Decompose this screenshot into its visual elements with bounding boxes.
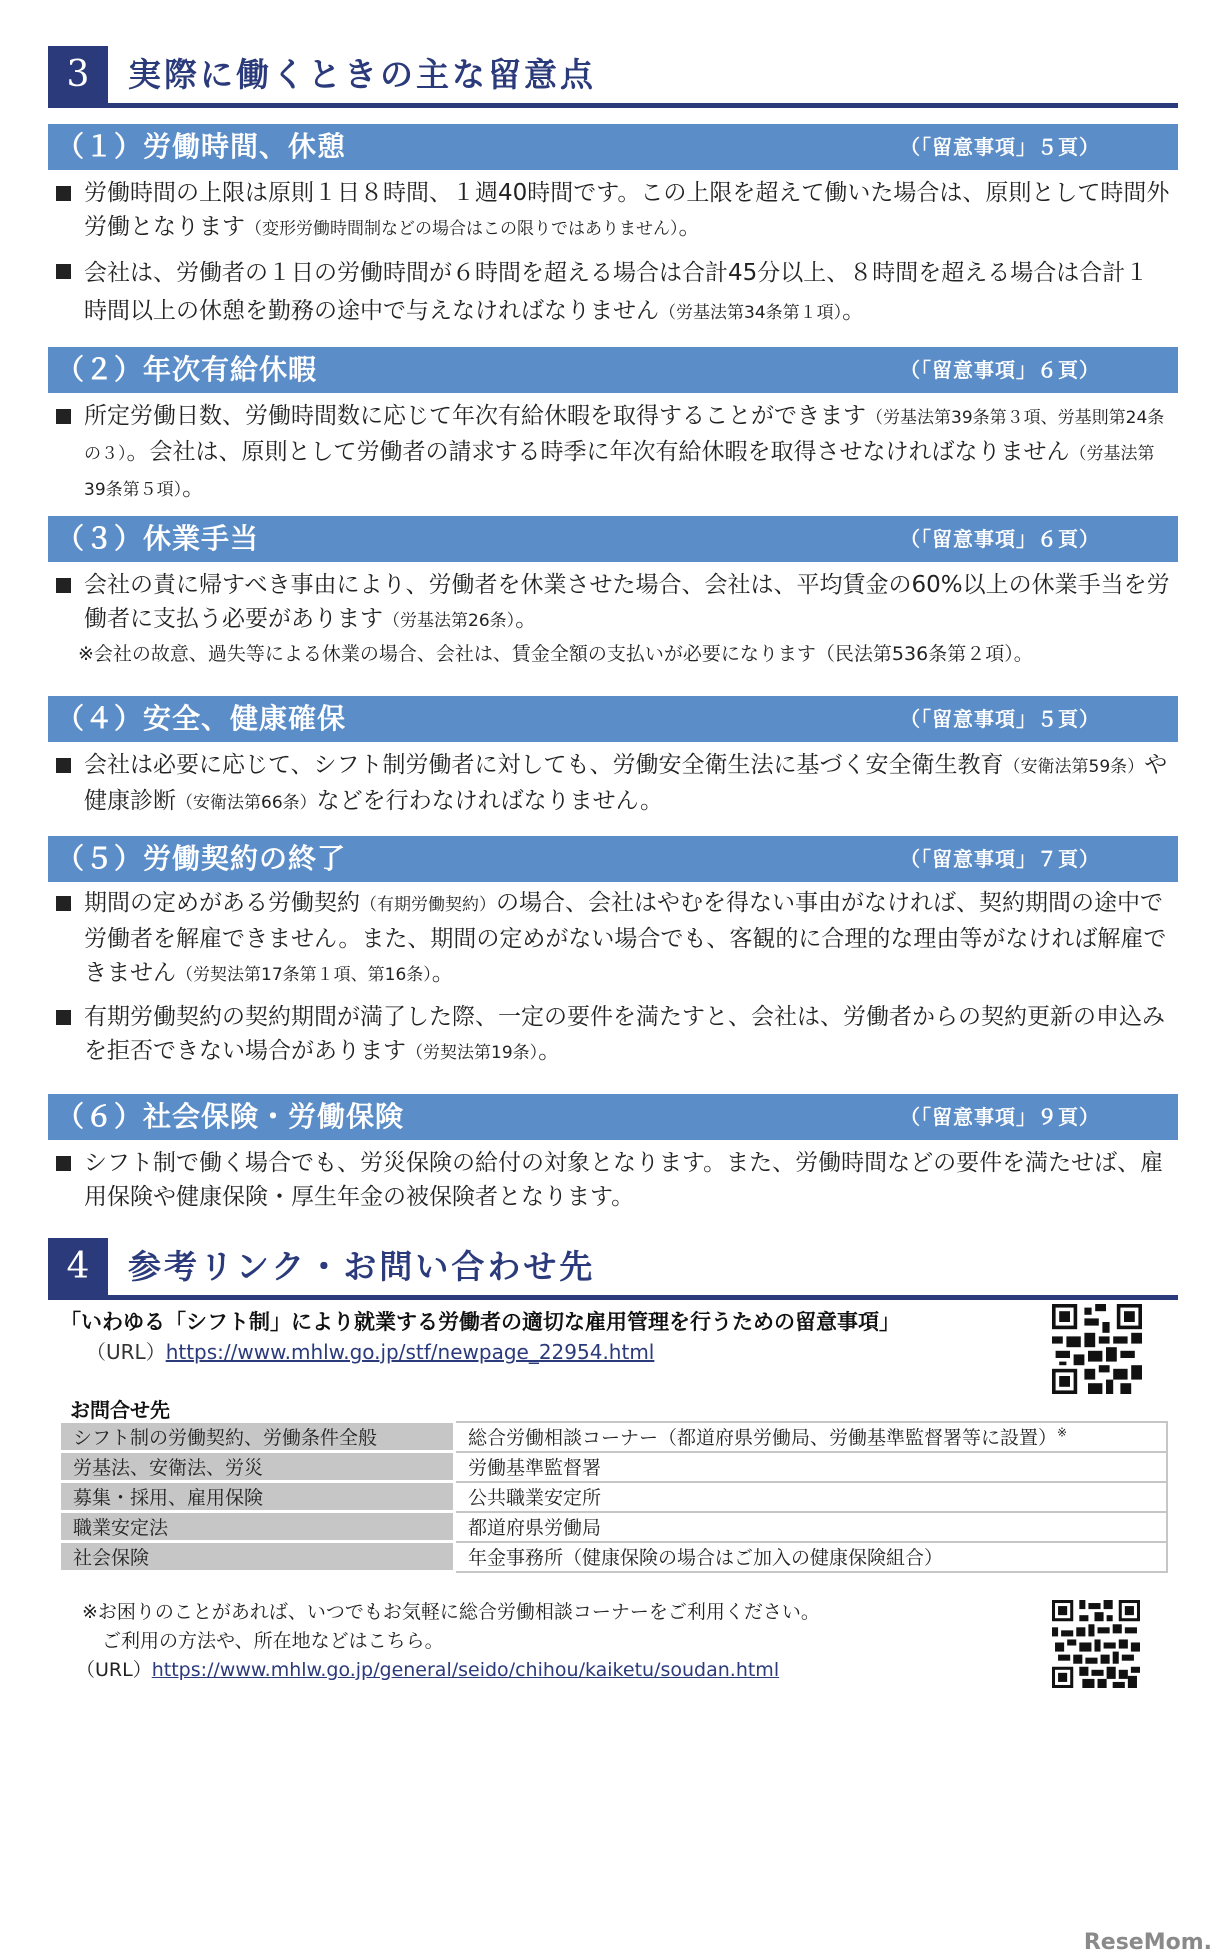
table-row	[60, 1482, 1168, 1512]
bullet-citation: （有期労働契約）	[360, 895, 496, 915]
url-line	[86, 1336, 654, 1365]
subsection-title: （３）休業手当	[56, 522, 260, 555]
bullet-text: 会社の責に帰すべき事由により、労働者を休業させた場合、会社は、平均賃金の60%以上の休業手当を労働者に支払う必要があります	[84, 572, 1170, 632]
bullet-end: 。	[515, 606, 539, 632]
subsection-header-5	[48, 836, 1178, 882]
contact-table	[58, 1420, 1168, 1573]
qr-code-icon	[1052, 1304, 1142, 1394]
bullet-text: 会社は必要に応じて、シフト制労働者に対しても、労働安全衛生法に基づく安全衛生教育	[84, 752, 1004, 778]
square-bullet-icon	[56, 1010, 71, 1025]
url-label: （URL）	[76, 1659, 152, 1681]
consultation-link[interactable]: https://www.mhlw.go.jp/general/seido/chihou/kaiketu/soudan.html	[151, 1659, 780, 1681]
bullet-text: 労働時間の上限は原則１日８時間、１週40時間です。この上限を超えて働いた場合は、原則として時間外労働となります	[84, 180, 1170, 240]
table-row	[60, 1452, 1168, 1482]
subsection-title: （５）労働契約の終了	[56, 842, 347, 875]
square-bullet-icon	[56, 264, 71, 279]
contact-office: 年金事務所（健康保険の場合はご加入の健康保険組合）	[455, 1542, 1168, 1572]
resemom-logo: ReseMom.	[1083, 1930, 1212, 1955]
contact-office: 公共職業安定所	[455, 1482, 1168, 1512]
bullet-text: 会社は、労働者の１日の労働時間が６時間を超える場合は合計45分以上、８時間を超える場合は合計１時間以上の休憩を勤務の途中で与えなければなりません	[84, 260, 1149, 324]
contact-topic: 社会保険	[60, 1542, 455, 1572]
contact-office: 労働基準監督署	[455, 1452, 1168, 1482]
bullet-text: 。会社は、原則として労働者の請求する時季に年次有給休暇を取得させなければなりません	[126, 439, 1070, 465]
bullet-citation: （労基法第39条第３項、労基則第24条の３）	[84, 408, 1165, 464]
bullet-citation: （労契法第17条第１項、第16条）	[176, 965, 432, 985]
section-4-header	[48, 1238, 1178, 1300]
bullet-item	[56, 1146, 1171, 1214]
bullet-citation: （安衛法第59条）	[1003, 757, 1145, 777]
subsection-ref: （「留意事項」７頁）	[900, 847, 1100, 871]
contact-topic: 職業安定法	[60, 1512, 455, 1542]
bullet-citation: （変形労働時間制などの場合はこの限りではありません）	[245, 219, 679, 239]
contact-topic: 募集・採用、雇用保険	[60, 1482, 455, 1512]
bullet-item	[56, 399, 1171, 507]
subsection-ref: （「留意事項」６頁）	[900, 527, 1100, 551]
guideline-link[interactable]: https://www.mhlw.go.jp/stf/newpage_22954.html	[165, 1340, 655, 1364]
section-title: 実際に働くときの主な留意点	[128, 55, 596, 94]
square-bullet-icon	[56, 186, 71, 201]
subsection-header-3	[48, 516, 1178, 562]
contact-topic: 労基法、安衛法、労災	[60, 1452, 455, 1482]
square-bullet-icon	[56, 578, 71, 593]
qr-code-consultation	[1052, 1600, 1140, 1688]
subsection-header-4	[48, 696, 1178, 742]
qr-code-guideline	[1052, 1304, 1142, 1394]
bullet-citation: （労基法第26条）	[383, 611, 516, 631]
subsection-header-2	[48, 347, 1178, 393]
bullet-text: 有期労働契約の契約期間が満了した際、一定の要件を満たすと、会社は、労働者からの契約更新の申込みを拒否できない場合があります	[84, 1004, 1165, 1064]
note-text: ※会社の故意、過失等による休業の場合、会社は、賃金全額の支払いが必要になります（民法第536条第２項）。	[78, 643, 1033, 665]
url-label: （URL）	[86, 1340, 166, 1364]
bullet-item	[56, 748, 1171, 820]
bullet-end: 。	[538, 1038, 562, 1064]
bullet-citation: （安衛法第66条）	[176, 793, 317, 813]
contact-heading: お問合せ先	[70, 1398, 170, 1422]
bullet-citation: （労契法第19条）	[406, 1043, 539, 1063]
section-number: 3	[48, 46, 108, 103]
footer-note	[76, 1598, 820, 1685]
footer-line: ご利用の方法や、所在地などはこちら。	[102, 1630, 444, 1652]
contact-office: 都道府県労働局	[455, 1512, 1168, 1542]
footer-line: ※お困りのことがあれば、いつでもお気軽に総合労働相談コーナーをご利用ください。	[82, 1601, 820, 1623]
subsection-header-1	[48, 124, 1178, 170]
subsection-header-6	[48, 1094, 1178, 1140]
contact-topic: シフト制の労働契約、労働条件全般	[60, 1422, 455, 1452]
subsection-title: （６）社会保険・労働保険	[56, 1100, 405, 1133]
bullet-end: 。	[182, 475, 206, 501]
square-bullet-icon	[56, 758, 71, 773]
bullet-text: シフト制で働く場合でも、労災保険の給付の対象となります。また、労働時間などの要件を満たせば、雇用保険や健康保険・厚生年金の被保険者となります。	[84, 1150, 1164, 1210]
bullet-item	[56, 176, 1171, 246]
square-bullet-icon	[56, 896, 71, 911]
section-title: 参考リンク・お問い合わせ先	[128, 1247, 596, 1286]
bullet-citation: （労基法第39条第５項）	[84, 444, 1155, 500]
subsection-ref: （「留意事項」６頁）	[900, 358, 1100, 382]
bullet-text: の場合、会社はやむを得ない事由がなければ、契約期間の途中で労働者を解雇できません。また、期間の定めがない場合でも、客観的に合理的な理由等がなければ解雇できません	[84, 890, 1167, 986]
bullet-item	[56, 254, 1171, 332]
subsection-title: （４）安全、健康確保	[56, 702, 347, 735]
bullet-item	[56, 886, 1171, 992]
square-bullet-icon	[56, 1156, 71, 1171]
bullet-end: 。	[431, 960, 455, 986]
section-number: 4	[48, 1238, 108, 1295]
bullet-end: 。	[842, 298, 866, 324]
subsection-ref: （「留意事項」５頁）	[900, 135, 1100, 159]
subsection-title: （１）労働時間、休憩	[56, 130, 347, 163]
bullet-item	[56, 1000, 1171, 1070]
subsection-ref: （「留意事項」５頁）	[900, 707, 1100, 731]
table-row	[60, 1542, 1168, 1572]
subsection-ref: （「留意事項」９頁）	[900, 1105, 1100, 1129]
table-row	[60, 1422, 1168, 1452]
bullet-text: 期間の定めがある労働契約	[84, 890, 360, 916]
bullet-citation: （労基法第34条第１項）	[659, 303, 843, 323]
contact-office	[455, 1422, 1168, 1452]
section-3-header	[48, 46, 1178, 108]
bullet-end: 。	[678, 214, 702, 240]
square-bullet-icon	[56, 409, 71, 424]
document-title: 「いわゆる「シフト制」により就業する労働者の適切な雇用管理を行うための留意事項」	[60, 1310, 900, 1334]
bullet-end: などを行わなければなりません。	[316, 788, 664, 814]
bullet-item	[56, 568, 1171, 638]
table-row	[60, 1512, 1168, 1542]
subsection-title: （２）年次有給休暇	[56, 353, 318, 386]
bullet-text: 所定労働日数、労働時間数に応じて年次有給休暇を取得することができます	[84, 403, 866, 429]
qr-code-icon	[1052, 1600, 1140, 1688]
office-text: 総合労働相談コーナー（都道府県労働局、労働基準監督署等に設置）	[468, 1427, 1058, 1449]
bullet-text: や健康診断	[84, 752, 1168, 814]
note-mark: ※	[1057, 1425, 1068, 1440]
